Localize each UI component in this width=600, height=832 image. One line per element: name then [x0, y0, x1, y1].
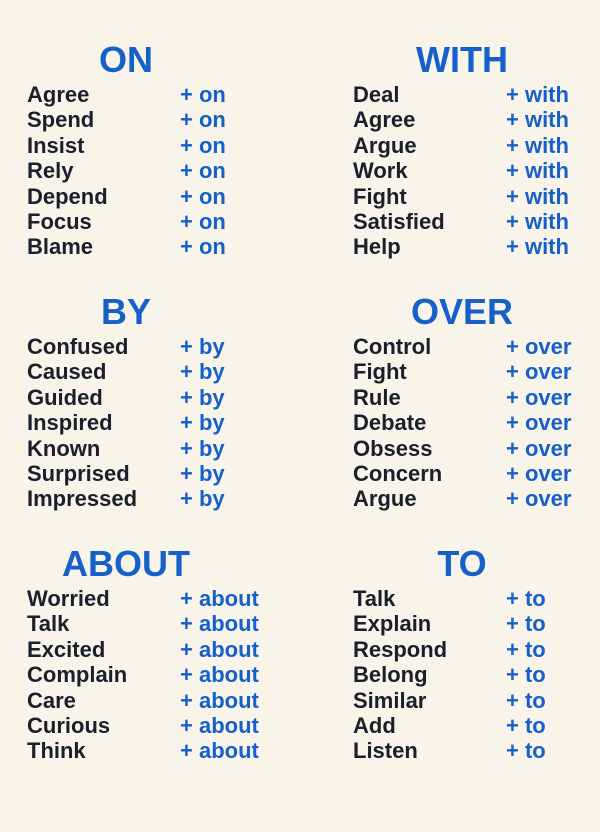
preposition: + on — [180, 208, 226, 234]
word-list — [300, 586, 600, 764]
verb: Surprised — [27, 460, 130, 486]
preposition: + to — [506, 712, 546, 738]
list-item — [300, 359, 600, 384]
section-to — [300, 542, 600, 792]
verb: Known — [27, 435, 101, 461]
verb: Explain — [353, 611, 432, 637]
list-item — [0, 436, 300, 461]
list-item — [300, 713, 600, 738]
section-by — [0, 290, 300, 540]
verb: Curious — [27, 712, 111, 738]
verb: Rely — [27, 158, 74, 184]
list-item — [300, 184, 600, 209]
section-with — [300, 38, 600, 288]
preposition: + about — [180, 636, 259, 662]
preposition: + by — [180, 359, 225, 385]
list-item — [300, 436, 600, 461]
preposition: + about — [180, 662, 259, 688]
preposition: + with — [506, 132, 569, 158]
preposition: + over — [506, 460, 572, 486]
list-item — [300, 133, 600, 158]
verb: Debate — [353, 410, 427, 436]
verb: Concern — [353, 460, 443, 486]
verb: Fight — [353, 359, 407, 385]
preposition: + with — [506, 82, 569, 107]
verb: Argue — [353, 132, 417, 158]
verb: Belong — [353, 662, 428, 688]
preposition: + with — [506, 107, 569, 133]
section-over — [300, 290, 600, 540]
verb: Similar — [353, 687, 427, 713]
verb: Blame — [27, 234, 94, 260]
verb: Insist — [27, 132, 85, 158]
verb: Work — [353, 158, 408, 184]
list-item — [0, 662, 300, 687]
preposition: + by — [180, 486, 225, 512]
list-item — [0, 359, 300, 384]
preposition: + to — [506, 611, 546, 637]
list-item — [300, 738, 600, 763]
preposition: + about — [180, 712, 259, 738]
verb: Control — [353, 334, 432, 359]
verb: Listen — [353, 738, 418, 764]
section-title: OVER — [410, 291, 514, 332]
verb: Depend — [27, 183, 108, 209]
list-item — [0, 385, 300, 410]
verb: Worried — [27, 586, 110, 611]
list-item — [300, 385, 600, 410]
list-item — [300, 334, 600, 359]
verb: Rule — [353, 384, 401, 410]
list-item — [300, 486, 600, 511]
verb: Impressed — [27, 486, 138, 512]
preposition: + over — [506, 410, 572, 436]
preposition: + by — [180, 334, 225, 359]
list-item — [0, 461, 300, 486]
verb: Confused — [27, 334, 129, 359]
word-list — [0, 334, 300, 512]
preposition: + to — [506, 636, 546, 662]
verb: Complain — [27, 662, 128, 688]
preposition: + over — [506, 334, 572, 359]
word-list — [0, 82, 300, 260]
list-item — [300, 107, 600, 132]
verb: Obsess — [353, 435, 433, 461]
preposition: + about — [180, 687, 259, 713]
list-item — [0, 410, 300, 435]
list-item — [300, 234, 600, 259]
section-on — [0, 38, 300, 288]
preposition: + on — [180, 107, 226, 133]
preposition: + with — [506, 183, 569, 209]
preposition: + over — [506, 384, 572, 410]
section-title: ABOUT — [62, 543, 190, 584]
preposition: + by — [180, 460, 225, 486]
verb: Spend — [27, 107, 95, 133]
preposition: + on — [180, 158, 226, 184]
verb: Talk — [27, 611, 70, 637]
word-list — [300, 82, 600, 260]
verb: Care — [27, 687, 76, 713]
preposition: + about — [180, 738, 259, 764]
list-item — [0, 234, 300, 259]
list-item — [0, 82, 300, 107]
section-title: WITH — [416, 39, 508, 80]
list-item — [300, 637, 600, 662]
verb: Satisfied — [353, 208, 445, 234]
section-title: TO — [437, 543, 487, 584]
list-item — [300, 586, 600, 611]
list-item — [0, 184, 300, 209]
preposition: + with — [506, 234, 569, 260]
preposition: + about — [180, 586, 259, 611]
preposition: + to — [506, 687, 546, 713]
verb: Add — [353, 712, 396, 738]
list-item — [300, 461, 600, 486]
preposition: + on — [180, 82, 226, 107]
list-item — [0, 158, 300, 183]
preposition: + on — [180, 132, 226, 158]
list-item — [300, 688, 600, 713]
verb: Agree — [353, 107, 416, 133]
preposition: + to — [506, 738, 546, 764]
list-item — [0, 688, 300, 713]
list-item — [0, 637, 300, 662]
verb: Focus — [27, 208, 92, 234]
verb: Guided — [27, 384, 103, 410]
list-item — [0, 334, 300, 359]
verb: Inspired — [27, 410, 113, 436]
list-item — [0, 133, 300, 158]
verb: Respond — [353, 636, 448, 662]
preposition: + about — [180, 611, 259, 637]
list-item — [300, 410, 600, 435]
verb: Agree — [27, 82, 90, 107]
preposition: + on — [180, 234, 226, 260]
verb: Excited — [27, 636, 106, 662]
list-item — [0, 713, 300, 738]
preposition: + with — [506, 208, 569, 234]
verb: Caused — [27, 359, 107, 385]
verb: Help — [353, 234, 401, 260]
preposition: + by — [180, 410, 225, 436]
preposition: + over — [506, 486, 572, 512]
list-item — [0, 738, 300, 763]
word-list — [0, 586, 300, 764]
list-item — [300, 209, 600, 234]
list-item — [0, 586, 300, 611]
section-about — [0, 542, 300, 792]
section-title: BY — [100, 291, 151, 332]
preposition: + on — [180, 183, 226, 209]
list-item — [300, 82, 600, 107]
preposition: + over — [506, 359, 572, 385]
verb: Argue — [353, 486, 417, 512]
section-title: ON — [99, 39, 153, 80]
preposition: + to — [506, 662, 546, 688]
verb: Deal — [353, 82, 400, 107]
list-item — [0, 209, 300, 234]
preposition: + by — [180, 384, 225, 410]
preposition: + by — [180, 435, 225, 461]
word-list — [300, 334, 600, 512]
list-item — [0, 611, 300, 636]
list-item — [300, 611, 600, 636]
verb: Think — [27, 738, 86, 764]
list-item — [0, 486, 300, 511]
verb: Talk — [353, 586, 396, 611]
preposition: + over — [506, 435, 572, 461]
preposition: + with — [506, 158, 569, 184]
list-item — [300, 662, 600, 687]
list-item — [0, 107, 300, 132]
verb: Fight — [353, 183, 407, 209]
list-item — [300, 158, 600, 183]
preposition: + to — [506, 586, 546, 611]
